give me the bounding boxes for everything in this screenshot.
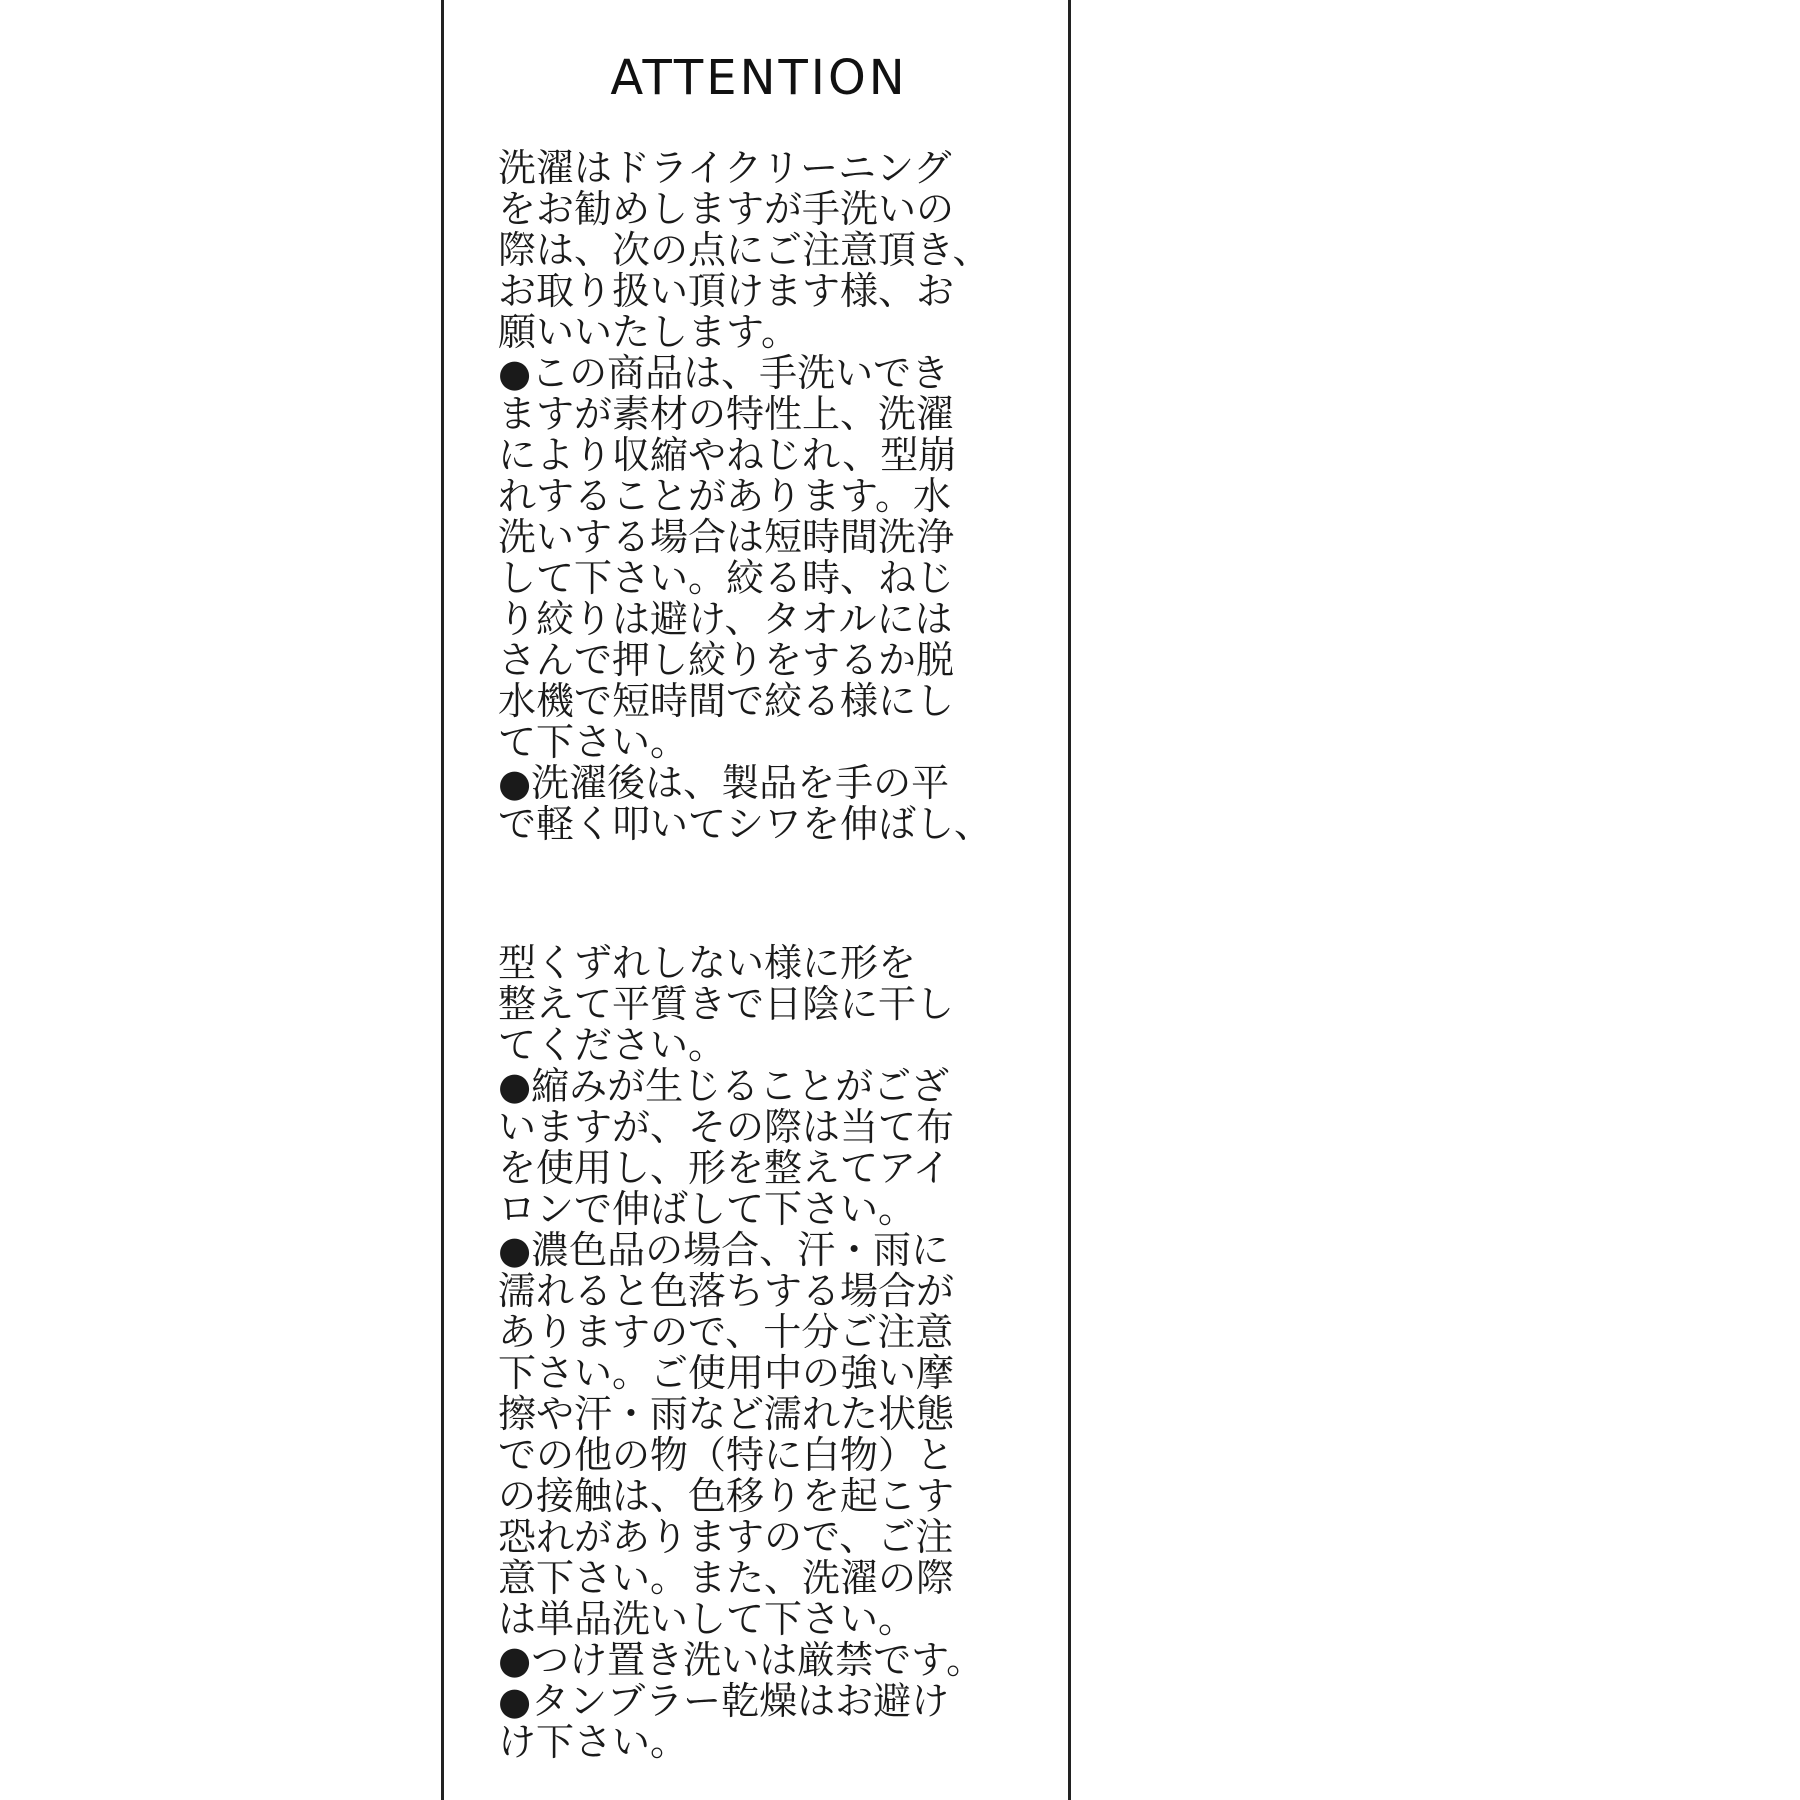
text-line: ありますので、十分ご注意 (498, 1310, 954, 1354)
text-line: 洗濯はドライクリーニング (498, 146, 952, 190)
text-line: 擦や汗・雨など濡れた状態 (498, 1392, 955, 1436)
text-line: 型くずれしない様に形を (498, 941, 917, 985)
text-line: お取り扱い頂けます様、お (498, 269, 955, 313)
text-line: での他の物（特に白物）と (498, 1433, 955, 1477)
label-title: ATTENTION (610, 50, 908, 106)
text-line: ●タンブラー乾燥はお避け (498, 1679, 950, 1723)
text-line: さんで押し絞りをするか脱 (498, 638, 955, 682)
text-line: して下さい。絞る時、ねじ (498, 556, 955, 600)
text-line: 際は、次の点にご注意頂き、 (498, 228, 991, 272)
text-line: てください。 (498, 1023, 727, 1067)
text-line: 恐れがありますので、ご注 (498, 1515, 954, 1559)
text-line: て下さい。 (498, 720, 689, 764)
care-label-card (441, 0, 1071, 1800)
text-line: れすることがあります。水 (498, 474, 951, 518)
text-line: ●縮みが生じることがござ (498, 1064, 950, 1108)
text-line: をお勧めしますが手洗いの (498, 187, 955, 231)
text-line: 願いいたします。 (498, 310, 799, 354)
text-line: は単品洗いして下さい。 (498, 1597, 917, 1641)
care-instructions-block-2 (498, 943, 1058, 1763)
text-line: 洗いする場合は短時間洗浄 (498, 515, 955, 559)
text-line: を使用し、形を整えてアイ (498, 1146, 951, 1190)
text-line: け下さい。 (498, 1720, 689, 1764)
text-line: ●この商品は、手洗いでき (498, 351, 950, 395)
text-line: 下さい。ご使用中の強い摩 (498, 1351, 955, 1395)
care-instructions-block-1 (498, 148, 1058, 845)
text-line: の接触は、色移りを起こす (498, 1474, 955, 1518)
text-line: により収縮やねじれ、型崩 (498, 433, 957, 477)
text-line: り絞りは避け、タオルには (498, 597, 953, 641)
text-line: ●洗濯後は、製品を手の平 (498, 761, 950, 805)
text-line: 整えて平質きで日陰に干し (498, 982, 955, 1026)
text-line: いますが、その際は当て布 (498, 1105, 955, 1149)
text-line: ●濃色品の場合、汗・雨に (498, 1228, 950, 1272)
text-line: 水機で短時間で絞る様にし (498, 679, 955, 723)
text-line: で軽く叩いてシワを伸ばし、 (498, 802, 993, 846)
text-line: 意下さい。また、洗濯の際 (498, 1556, 955, 1600)
text-line: ロンで伸ばして下さい。 (498, 1187, 917, 1231)
text-line: ますが素材の特性上、洗濯 (498, 392, 955, 436)
text-line: 濡れると色落ちする場合が (498, 1269, 955, 1313)
text-line: ●つけ置き洗いは厳禁です。 (498, 1638, 985, 1682)
